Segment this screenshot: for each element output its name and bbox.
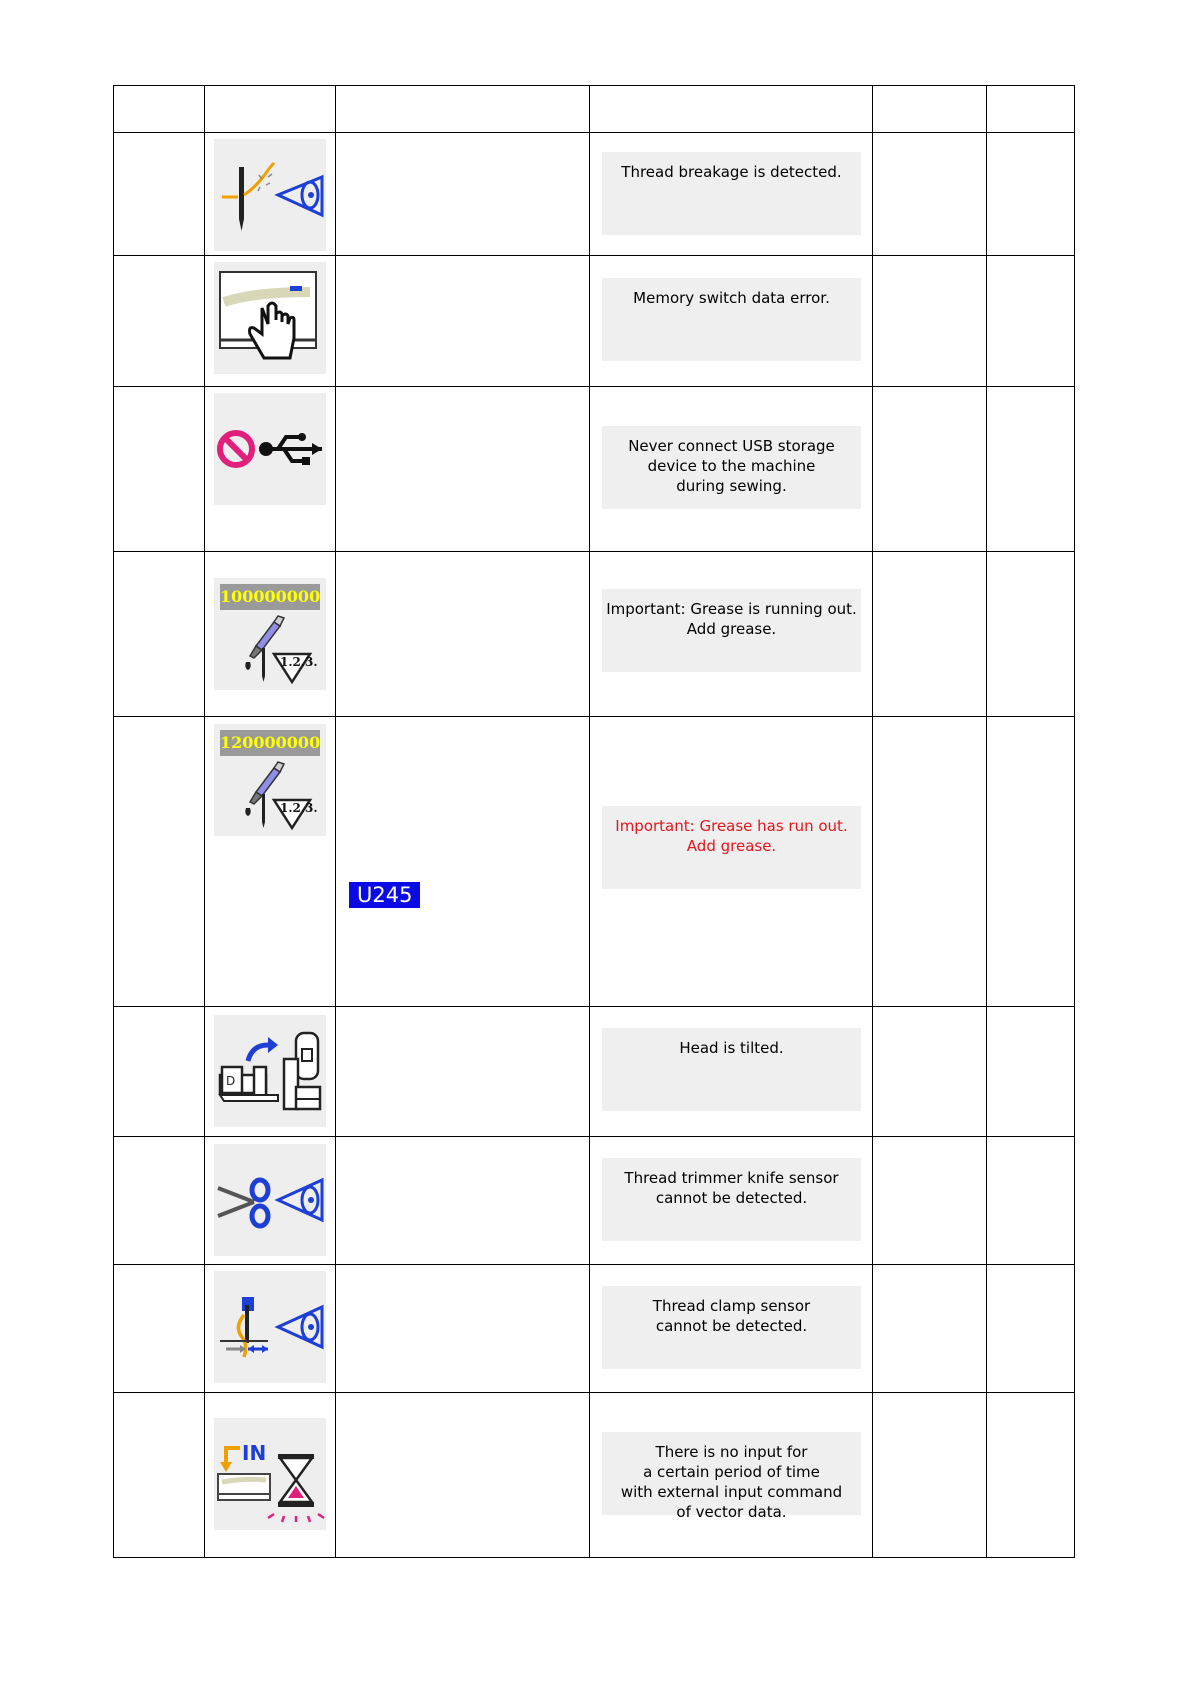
thread-breakage-sensor-icon xyxy=(214,139,326,251)
table-header-row xyxy=(113,85,1073,133)
error-code-badge: U245 xyxy=(349,882,420,908)
header-cell-place xyxy=(987,85,1075,133)
head-tilt-icon xyxy=(214,1015,326,1127)
thread-clamp-sensor-icon xyxy=(214,1271,326,1383)
message-box: Head is tilted. xyxy=(602,1028,861,1111)
message-box: Thread clamp sensor cannot be detected. xyxy=(602,1286,861,1369)
table-row xyxy=(113,1137,1073,1265)
table-row xyxy=(113,717,1073,1007)
table-row xyxy=(113,552,1073,717)
thread-trimmer-sensor-icon xyxy=(214,1144,326,1256)
header-cell-display xyxy=(205,85,336,133)
no-usb-connection-icon xyxy=(214,393,326,505)
svg-text:1.2.3.: 1.2.3. xyxy=(280,801,318,815)
header-cell-recovery xyxy=(873,85,987,133)
message-box: Thread breakage is detected. xyxy=(602,152,861,235)
grease-add-icon xyxy=(214,724,326,836)
external-input-timeout-icon xyxy=(214,1418,326,1530)
grease-add-icon xyxy=(214,578,326,690)
message-box: Thread trimmer knife sensor cannot be detected. xyxy=(602,1158,861,1241)
table-row xyxy=(113,387,1073,552)
table-row xyxy=(113,256,1073,387)
message-box: There is no input for a certain period of time with external input command of vector data. xyxy=(602,1432,861,1515)
header-cell-code xyxy=(113,85,205,133)
message-box: Never connect USB storage device to the machine during sewing. xyxy=(602,426,861,509)
memory-switch-hand-icon xyxy=(214,262,326,374)
message-box: Important: Grease has run out. Add grease. xyxy=(602,806,861,889)
message-box: Important: Grease is running out. Add grease. xyxy=(602,589,861,672)
message-box: Memory switch data error. xyxy=(602,278,861,361)
table-row xyxy=(113,1265,1073,1393)
svg-text:D: D xyxy=(226,1074,236,1088)
svg-text:IN: IN xyxy=(242,1441,267,1465)
error-table xyxy=(113,85,1073,1558)
table-row xyxy=(113,133,1073,256)
grease-counter: 120000000 xyxy=(220,730,320,756)
table-row xyxy=(113,1393,1073,1558)
grease-counter: 100000000 xyxy=(220,584,320,610)
svg-text:1.2.3.: 1.2.3. xyxy=(280,655,318,669)
header-cell-message xyxy=(590,85,873,133)
table-row xyxy=(113,1007,1073,1137)
header-cell-description xyxy=(336,85,590,133)
